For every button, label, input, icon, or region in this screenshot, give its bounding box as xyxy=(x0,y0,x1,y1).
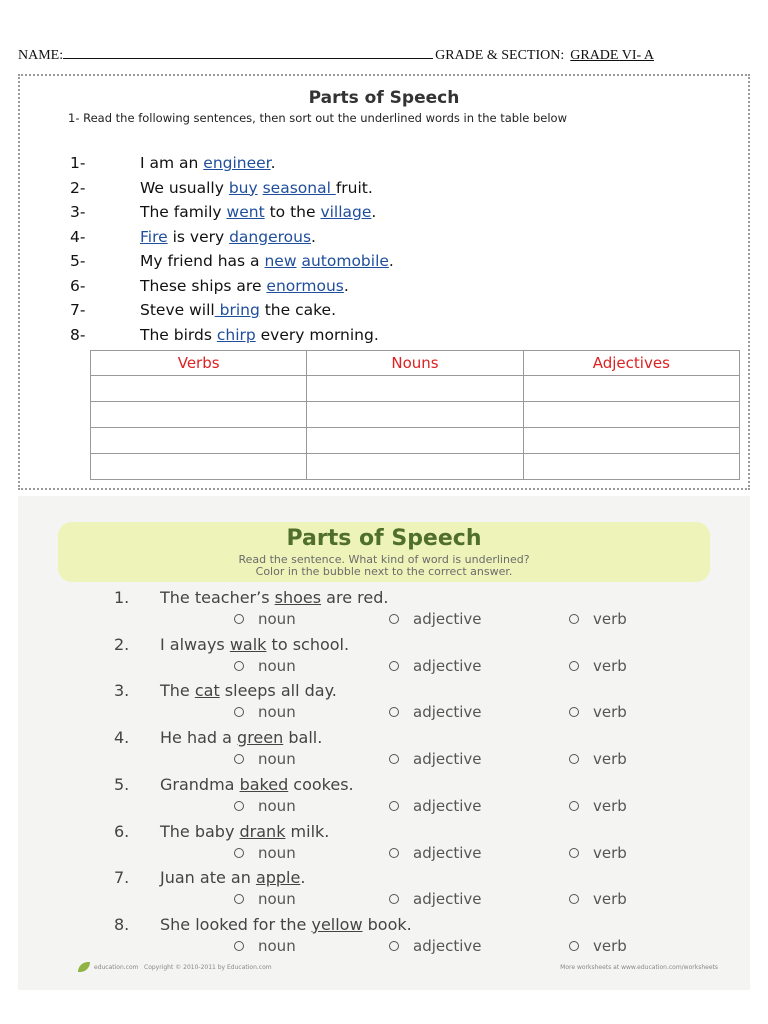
worksheet1-title: Parts of Speech xyxy=(308,88,460,108)
sentence-fragment: . xyxy=(371,203,377,221)
answer-options xyxy=(234,844,754,866)
underlined-word: chirp xyxy=(216,325,256,344)
sentence-fragment: to school. xyxy=(266,634,350,654)
question-text xyxy=(160,588,388,610)
option-noun[interactable] xyxy=(234,844,296,862)
option-label: noun xyxy=(258,750,296,769)
bubble-icon[interactable] xyxy=(234,848,244,858)
sentence-fragment: We usually xyxy=(140,178,229,197)
option-noun[interactable] xyxy=(234,750,296,768)
underlined-word: shoes xyxy=(274,588,322,607)
sentence-fragment: is very xyxy=(167,227,230,246)
bubble-icon[interactable] xyxy=(389,614,399,624)
sentence-fragment: . xyxy=(343,276,349,295)
underlined-word: drank xyxy=(239,821,286,841)
sentence-fragment: The birds xyxy=(140,325,217,344)
sort-table-cell[interactable] xyxy=(91,428,307,454)
sentence-text xyxy=(140,154,276,179)
bubble-icon[interactable] xyxy=(234,754,244,764)
question-text xyxy=(160,728,322,750)
sentence-fragment: . xyxy=(388,252,394,270)
name-blank xyxy=(63,44,433,59)
option-noun[interactable] xyxy=(234,703,296,721)
sentence-fragment: Grandma xyxy=(160,774,240,794)
question-item xyxy=(114,775,734,822)
question-sentence xyxy=(114,915,734,937)
option-adjective[interactable] xyxy=(389,657,482,675)
option-adjective[interactable] xyxy=(389,890,482,908)
logo-text: education.com xyxy=(94,963,139,971)
sort-table-cell[interactable] xyxy=(523,454,739,480)
education-logo xyxy=(78,962,139,972)
option-adjective[interactable] xyxy=(389,750,482,768)
question-item xyxy=(114,635,734,682)
sentence-fragment: are red. xyxy=(321,588,389,607)
grade-value: GRADE VI- A xyxy=(570,48,654,63)
sentence-text xyxy=(140,252,394,277)
sort-table-cell[interactable] xyxy=(307,428,523,454)
underlined-word: dangerous xyxy=(229,227,312,246)
sentence-item xyxy=(70,252,750,277)
bubble-icon[interactable] xyxy=(569,707,579,717)
option-label: adjective xyxy=(413,936,482,955)
option-verb[interactable] xyxy=(569,844,627,862)
sentence-fragment: every morning. xyxy=(255,325,379,344)
underlined-word: seasonal xyxy=(262,178,336,197)
sentence-text xyxy=(140,203,376,228)
bubble-icon[interactable] xyxy=(569,754,579,764)
underlined-word: bring xyxy=(214,301,260,319)
sort-table-row xyxy=(91,402,740,428)
header-nouns: Nouns xyxy=(307,351,523,376)
option-label: noun xyxy=(258,656,296,675)
sort-table-cell[interactable] xyxy=(523,428,739,454)
underlined-word: new xyxy=(264,252,297,270)
underlined-word: green xyxy=(237,728,284,748)
question-item xyxy=(114,681,734,728)
header-line xyxy=(18,44,758,64)
answer-options xyxy=(234,610,754,632)
option-adjective[interactable] xyxy=(389,610,482,628)
bubble-icon[interactable] xyxy=(389,801,399,811)
option-label: noun xyxy=(258,843,296,862)
sentence-number: 6- xyxy=(70,276,86,295)
option-verb[interactable] xyxy=(569,750,627,768)
header-adjectives: Adjectives xyxy=(523,351,739,376)
question-item xyxy=(114,822,734,869)
option-label: noun xyxy=(258,936,296,955)
sentence-fragment: cookes. xyxy=(288,774,354,794)
bubble-icon[interactable] xyxy=(389,707,399,717)
sentence-fragment: The baby xyxy=(160,821,240,841)
sentence-fragment: I always xyxy=(160,634,230,654)
sentence-fragment: . xyxy=(270,154,276,172)
option-label: verb xyxy=(593,656,627,675)
question-text xyxy=(160,635,349,657)
worksheet2-banner xyxy=(58,522,710,582)
answer-options xyxy=(234,797,754,819)
option-label: verb xyxy=(593,750,627,769)
sort-table-cell[interactable] xyxy=(91,454,307,480)
bubble-icon[interactable] xyxy=(569,848,579,858)
sentence-fragment: These ships are xyxy=(140,276,267,295)
option-label: verb xyxy=(593,610,627,628)
sentence-number: 7- xyxy=(70,301,86,319)
sentence-fragment: Steve will xyxy=(140,301,215,319)
underlined-word: went xyxy=(226,203,265,221)
bubble-icon[interactable] xyxy=(569,894,579,904)
option-verb[interactable] xyxy=(569,937,627,955)
answer-options xyxy=(234,890,754,912)
sentence-text xyxy=(140,301,336,326)
option-noun[interactable] xyxy=(234,937,296,955)
sentence-fragment: . xyxy=(311,227,316,246)
sentence-item xyxy=(70,277,750,302)
option-label: verb xyxy=(593,843,627,862)
sentence-item xyxy=(70,228,750,253)
question-sentence xyxy=(114,728,734,750)
option-adjective[interactable] xyxy=(389,797,482,815)
question-item xyxy=(114,915,734,962)
sentence-item xyxy=(70,326,750,351)
sort-table-cell[interactable] xyxy=(91,402,307,428)
option-noun[interactable] xyxy=(234,890,296,908)
question-number: 4. xyxy=(114,728,130,748)
question-number: 1. xyxy=(114,588,130,607)
worksheet-bubble-quiz xyxy=(18,496,750,990)
option-label: noun xyxy=(258,703,296,722)
bubble-icon[interactable] xyxy=(389,661,399,671)
sort-table-cell[interactable] xyxy=(307,454,523,480)
sentence-number: 3- xyxy=(70,203,86,221)
question-number: 3. xyxy=(114,681,130,701)
option-label: noun xyxy=(258,796,296,815)
footer-copyright: Copyright © 2010-2011 by Education.com xyxy=(144,964,272,971)
option-label: adjective xyxy=(413,890,482,909)
sort-table-cell[interactable] xyxy=(523,402,739,428)
bubble-icon[interactable] xyxy=(569,941,579,951)
bubble-icon[interactable] xyxy=(234,707,244,717)
underlined-word: village xyxy=(320,203,372,221)
bubble-icon[interactable] xyxy=(234,614,244,624)
sentence-fragment: book. xyxy=(362,914,412,934)
option-label: verb xyxy=(593,936,627,955)
subtitle-line-2: Color in the bubble next to the correct answer. xyxy=(255,565,513,578)
question-text xyxy=(160,822,329,844)
sort-table-header-row xyxy=(91,351,740,376)
option-verb[interactable] xyxy=(569,890,627,908)
question-number: 5. xyxy=(114,774,130,794)
sentence-fragment: My friend has a xyxy=(140,252,265,270)
underlined-word: apple xyxy=(255,868,301,888)
sentence-fragment: The family xyxy=(140,203,227,221)
option-adjective[interactable] xyxy=(389,844,482,862)
sentence-number: 5- xyxy=(70,252,86,270)
question-sentence xyxy=(114,635,734,657)
option-verb[interactable] xyxy=(569,657,627,675)
question-sentence xyxy=(114,868,734,890)
worksheet-sort-words xyxy=(18,74,750,490)
underlined-word: engineer xyxy=(203,154,271,172)
option-verb[interactable] xyxy=(569,703,627,721)
sentence-fragment: She looked for the xyxy=(160,914,312,934)
question-item xyxy=(114,868,734,915)
sentence-text xyxy=(140,179,373,204)
bubble-icon[interactable] xyxy=(569,801,579,811)
underlined-word: baked xyxy=(239,774,289,794)
question-text xyxy=(160,775,354,797)
sentence-fragment: the cake. xyxy=(259,301,336,319)
underlined-word: buy xyxy=(228,178,258,197)
bubble-icon[interactable] xyxy=(389,754,399,764)
sort-table xyxy=(90,350,740,480)
bubble-icon[interactable] xyxy=(389,848,399,858)
question-sentence xyxy=(114,775,734,797)
sentence-fragment: sleeps all day. xyxy=(219,681,337,701)
bubble-icon[interactable] xyxy=(389,894,399,904)
sort-table-row xyxy=(91,428,740,454)
answer-options xyxy=(234,750,754,772)
sentence-item xyxy=(70,301,750,326)
sentence-fragment: Juan ate an xyxy=(160,868,256,888)
question-number: 8. xyxy=(114,914,130,934)
option-verb[interactable] xyxy=(569,610,627,628)
sentence-number: 8- xyxy=(70,325,86,344)
subtitle-line-1: Read the sentence. What kind of word is underlined? xyxy=(238,553,530,566)
sentence-item xyxy=(70,179,750,204)
bubble-icon[interactable] xyxy=(569,661,579,671)
underlined-word: enormous xyxy=(266,276,344,295)
question-sentence xyxy=(114,588,734,610)
bubble-icon[interactable] xyxy=(234,801,244,811)
sentence-fragment: milk. xyxy=(285,821,330,841)
option-label: adjective xyxy=(413,843,482,862)
worksheet2-subtitle xyxy=(58,554,710,578)
sort-table-row xyxy=(91,376,740,402)
sentence-number: 2- xyxy=(70,178,86,197)
bubble-icon[interactable] xyxy=(234,894,244,904)
name-label: NAME: xyxy=(18,48,64,63)
option-label: adjective xyxy=(413,796,482,815)
option-noun[interactable] xyxy=(234,657,296,675)
sort-table-cell[interactable] xyxy=(91,376,307,402)
option-label: adjective xyxy=(413,656,482,675)
worksheet2-footer xyxy=(78,956,718,976)
option-label: adjective xyxy=(413,703,482,722)
bubble-icon[interactable] xyxy=(234,661,244,671)
question-sentence xyxy=(114,681,734,703)
worksheet1-instruction: 1- Read the following sentences, then sort out the underlined words in the table below xyxy=(68,111,568,125)
sort-table-row xyxy=(91,454,740,480)
sentence-fragment: The xyxy=(160,681,195,701)
option-label: verb xyxy=(593,890,627,909)
sort-table-cell[interactable] xyxy=(523,376,739,402)
sentence-item xyxy=(70,203,750,228)
option-adjective[interactable] xyxy=(389,703,482,721)
underlined-word: automobile xyxy=(301,252,389,270)
question-item xyxy=(114,588,734,635)
option-label: adjective xyxy=(413,610,482,628)
sentence-fragment: fruit. xyxy=(335,178,373,197)
option-adjective[interactable] xyxy=(389,937,482,955)
option-verb[interactable] xyxy=(569,797,627,815)
bubble-icon[interactable] xyxy=(569,614,579,624)
footer-more: More worksheets at www.education.com/worksheets xyxy=(560,964,718,971)
sentence-text xyxy=(140,228,316,253)
header-verbs: Verbs xyxy=(91,351,307,376)
option-noun[interactable] xyxy=(234,610,296,628)
question-text xyxy=(160,868,305,890)
sentence-fragment: He had a xyxy=(160,728,238,748)
sentence-fragment: . xyxy=(300,868,306,888)
option-noun[interactable] xyxy=(234,797,296,815)
question-number: 2. xyxy=(114,634,130,654)
option-label: noun xyxy=(258,890,296,909)
sentence-number: 4- xyxy=(70,227,86,246)
question-sentence xyxy=(114,822,734,844)
question-text xyxy=(160,681,337,703)
underlined-word: walk xyxy=(229,634,267,654)
underlined-word: yellow xyxy=(311,914,363,934)
question-number: 7. xyxy=(114,868,130,888)
sort-table-cell[interactable] xyxy=(307,402,523,428)
grade-label: GRADE & SECTION: xyxy=(435,48,565,63)
question-text xyxy=(160,915,412,937)
sentence-number: 1- xyxy=(70,154,86,172)
sort-table-cell[interactable] xyxy=(307,376,523,402)
worksheet2-title: Parts of Speech xyxy=(286,526,482,551)
sentence-text xyxy=(140,277,349,302)
sentence-fragment: ball. xyxy=(283,728,323,748)
underlined-word: Fire xyxy=(140,227,168,246)
leaf-icon xyxy=(78,962,90,972)
bubble-icon[interactable] xyxy=(389,941,399,951)
underlined-word: cat xyxy=(194,681,220,701)
sentence-fragment: The teacher’s xyxy=(160,588,275,607)
sentence-fragment: I am an xyxy=(140,154,204,172)
question-number: 6. xyxy=(114,821,130,841)
option-label: verb xyxy=(593,703,627,722)
bubble-icon[interactable] xyxy=(234,941,244,951)
answer-options xyxy=(234,657,754,679)
sentence-item xyxy=(70,154,750,179)
sentence-list xyxy=(70,154,750,350)
sentence-fragment: to the xyxy=(264,203,321,221)
question-item xyxy=(114,728,734,775)
option-label: verb xyxy=(593,796,627,815)
answer-options xyxy=(234,703,754,725)
option-label: adjective xyxy=(413,750,482,769)
option-label: noun xyxy=(258,610,296,628)
sentence-text xyxy=(140,326,379,351)
